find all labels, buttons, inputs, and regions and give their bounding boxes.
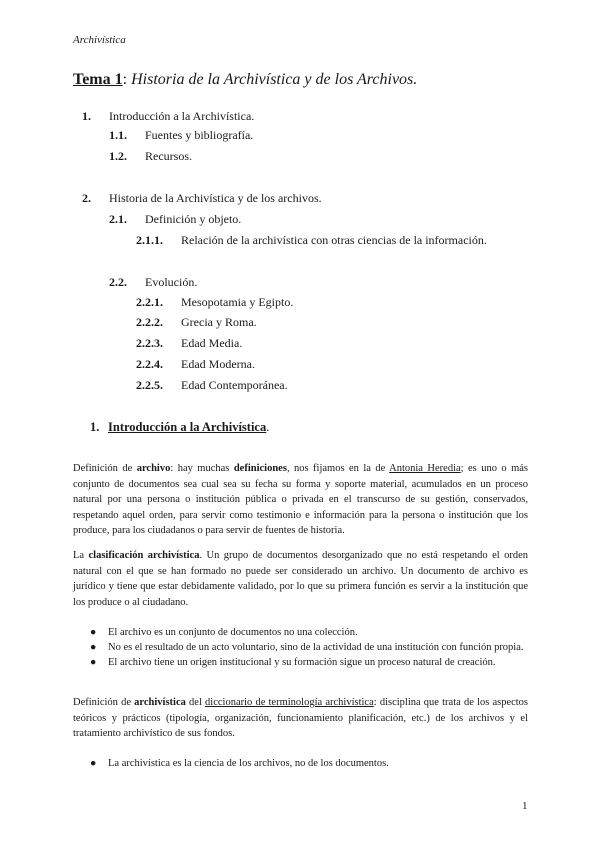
list-item-text: El archivo tiene un origen institucional y su formación sigue un proceso natural de creación.: [108, 657, 496, 668]
dictionary-link[interactable]: diccionario de terminología archivística: [205, 697, 374, 708]
author-link[interactable]: Antonia Heredia: [389, 463, 461, 474]
toc-number: 1.: [82, 109, 91, 123]
list-item: [90, 640, 528, 655]
list-item: [90, 756, 528, 771]
toc-number: 1.2.: [109, 149, 127, 163]
toc-text: Introducción a la Archivística.: [109, 109, 255, 123]
toc-number: 2.1.: [109, 212, 127, 226]
list-item: [90, 655, 528, 670]
toc-text: Grecia y Roma.: [181, 315, 257, 329]
toc-number: 2.2.5.: [136, 378, 163, 392]
text: . Un grupo de documentos desorganizado que no está respetando el orden natural con el que se han formado no puede ser considerado un archivo. Un documento de archivo es jurídico y tiene que estar debidamente validado, por lo que su primera función es servir a la institución que los produce o al ciudadano.: [73, 550, 528, 608]
section-end: .: [266, 420, 270, 434]
text: La: [73, 550, 89, 561]
toc-text: Edad Media.: [181, 336, 243, 350]
bullet-icon: ●: [90, 642, 97, 653]
toc-text: Edad Contemporánea.: [181, 378, 288, 392]
bold-term: clasificación archivística: [88, 550, 200, 561]
toc-number: 2.2.: [109, 275, 127, 289]
toc-text: Edad Moderna.: [181, 357, 255, 371]
toc-number: 2.2.4.: [136, 357, 163, 371]
text: Definición de: [73, 697, 135, 708]
text: del: [185, 697, 206, 708]
toc-number: 2.2.3.: [136, 336, 163, 350]
toc-number: 1.1.: [109, 128, 127, 142]
running-header: Archivística: [73, 34, 126, 46]
page-number: 1: [522, 800, 528, 812]
toc-text: Mesopotamia y Egipto.: [181, 295, 294, 309]
toc-number: 2.2.2.: [136, 315, 163, 329]
text: , nos fijamos en la de: [286, 463, 390, 474]
section-title: Introducción a la Archivística: [108, 420, 267, 434]
bold-term: definiciones: [233, 463, 287, 474]
toc-text: Relación de la archivística con otras ciencias de la información.: [181, 233, 487, 247]
toc-number: 2.2.1.: [136, 295, 163, 309]
toc-text: Definición y objeto.: [145, 212, 242, 226]
bold-term: archivística: [134, 697, 186, 708]
text: : hay muchas: [170, 463, 234, 474]
bullet-icon: ●: [90, 627, 97, 638]
title-label: Tema 1: [73, 71, 123, 88]
toc-text: Historia de la Archivística y de los archivos.: [109, 191, 322, 205]
list-item: [90, 625, 528, 640]
paragraph-clasificacion: [73, 548, 528, 610]
text: Definición de: [73, 463, 137, 474]
list-item-text: El archivo es un conjunto de documentos no una colección.: [108, 627, 358, 638]
toc-text: Evolución.: [145, 275, 198, 289]
section-heading: [90, 420, 269, 435]
toc-text: Fuentes y bibliografía.: [145, 128, 254, 142]
bullet-icon: ●: [90, 758, 97, 769]
section-number: 1.: [90, 420, 100, 434]
title-separator: :: [122, 71, 132, 88]
toc-number: 2.1.1.: [136, 233, 163, 247]
toc-text: Recursos.: [145, 149, 192, 163]
paragraph-archivo-definition: [73, 461, 528, 539]
title-text: Historia de la Archivística y de los Archivos.: [131, 71, 418, 88]
bullet-icon: ●: [90, 657, 97, 668]
paragraph-archivistica-definition: [73, 695, 528, 742]
list-item-text: No es el resultado de un acto voluntario, sino de la actividad de una institución con función propia.: [108, 642, 524, 653]
page-title: [73, 71, 417, 89]
bullet-list: [90, 756, 528, 771]
list-item-text: La archivística es la ciencia de los archivos, no de los documentos.: [108, 758, 389, 769]
toc-number: 2.: [82, 191, 91, 205]
text: : disciplina que trata de los aspectos teóricos y prácticos (tipología, organización, funcionamiento planificación, etc.) de los archivos y el tratamiento archivístico de sus fondos.: [73, 697, 529, 739]
text: ; es uno o más conjunto de documentos sea cual sea su fecha su forma y soporte material, acumulados en un proceso natural por una persona o institución pública o privada en el transcurso de su gestión, conservados, respetando aquel orden, para servir como testimonio e información para la persona o institución que los produce, para los ciudadanos o para servir de fuentes de historia.: [73, 463, 529, 536]
bullet-list: [90, 625, 528, 670]
bold-term: archivo: [136, 463, 171, 474]
